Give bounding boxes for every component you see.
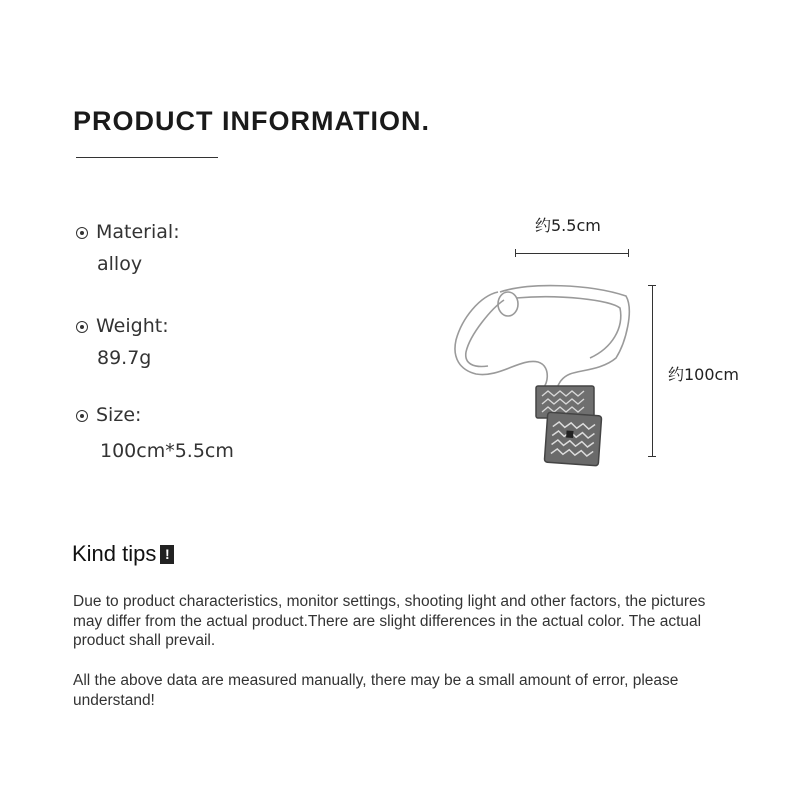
kind-tips-heading bbox=[72, 541, 174, 567]
kind-tips-paragraph-2: All the above data are measured manually, there may be a small amount of error, please understand! bbox=[73, 672, 679, 709]
spec-size bbox=[76, 404, 234, 462]
width-dimension-tick bbox=[628, 249, 629, 257]
bullet-icon bbox=[76, 321, 88, 333]
page-title: PRODUCT INFORMATION. bbox=[73, 106, 430, 136]
spec-size-value: 100cm*5.5cm bbox=[100, 440, 234, 462]
bullet-icon bbox=[76, 227, 88, 239]
width-dimension-line bbox=[515, 253, 629, 254]
spec-size-label: Size: bbox=[96, 404, 142, 426]
warning-icon: ! bbox=[160, 545, 174, 564]
title-underline bbox=[76, 157, 218, 158]
length-dimension-line bbox=[652, 285, 653, 457]
kind-tips-title: Kind tips bbox=[72, 541, 157, 566]
bullet-icon bbox=[76, 410, 88, 422]
spec-weight-label: Weight: bbox=[96, 315, 169, 337]
kind-tips-paragraph-1: Due to product characteristics, monitor settings, shooting light and other factors, the pictures may differ from the actual product.There are slight differences in the actual color. The actual product shall prevail. bbox=[73, 593, 706, 649]
width-dimension-label: 约5.5cm bbox=[535, 216, 601, 235]
spec-material-value: alloy bbox=[97, 253, 143, 275]
spec-weight bbox=[76, 315, 169, 369]
spec-material-label: Material: bbox=[96, 221, 180, 243]
spec-material bbox=[76, 221, 180, 275]
width-dimension-tick bbox=[515, 249, 516, 257]
length-dimension-tick bbox=[648, 456, 656, 457]
necklace-product-image bbox=[440, 278, 640, 468]
length-dimension-tick bbox=[648, 285, 656, 286]
spec-weight-value: 89.7g bbox=[97, 347, 152, 369]
length-dimension-label: 约100cm bbox=[668, 365, 739, 384]
